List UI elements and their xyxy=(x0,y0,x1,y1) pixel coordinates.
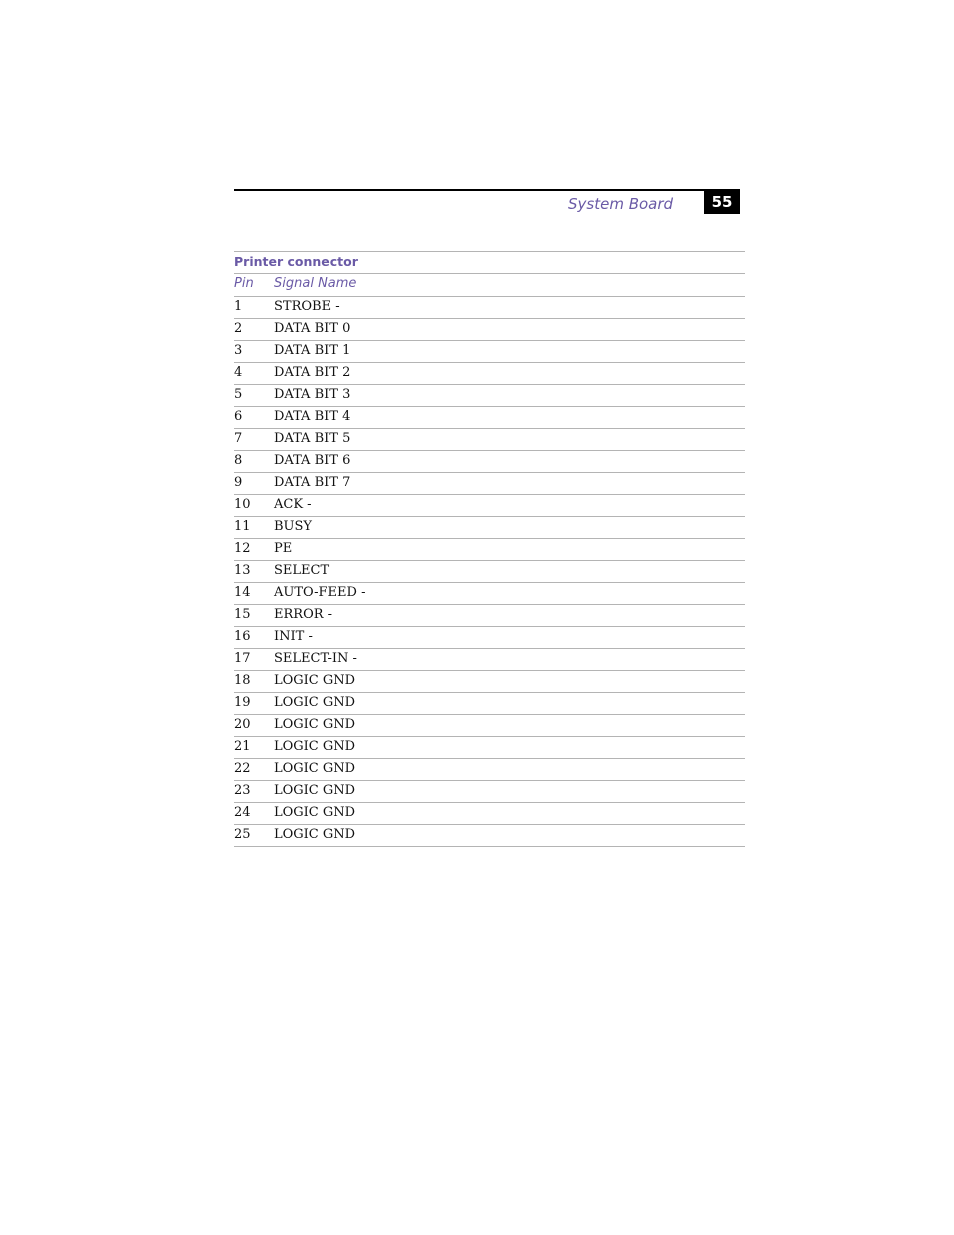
pin-cell: 24 xyxy=(234,805,251,820)
signal-name-cell: LOGIC GND xyxy=(274,717,356,732)
table-row xyxy=(234,297,745,319)
signal-name-cell: PE xyxy=(274,541,293,556)
signal-name-cell: LOGIC GND xyxy=(274,673,356,688)
table-row xyxy=(234,319,745,341)
pin-cell: 7 xyxy=(234,431,243,446)
signal-name-cell: BUSY xyxy=(274,519,312,534)
table-header-row xyxy=(234,274,745,297)
table-row xyxy=(234,341,745,363)
signal-name-cell: LOGIC GND xyxy=(274,761,356,776)
signal-name-cell: DATA BIT 0 xyxy=(274,321,351,336)
column-header-pin: Pin xyxy=(234,276,254,291)
table-row xyxy=(234,561,745,583)
pin-cell: 13 xyxy=(234,563,251,578)
table-row xyxy=(234,495,745,517)
table-row xyxy=(234,715,745,737)
table-row xyxy=(234,539,745,561)
pin-cell: 4 xyxy=(234,365,243,380)
pin-cell: 8 xyxy=(234,453,243,468)
table-row xyxy=(234,429,745,451)
table-row xyxy=(234,671,745,693)
pin-cell: 14 xyxy=(234,585,251,600)
signal-name-cell: DATA BIT 7 xyxy=(274,475,351,490)
section-title: System Board xyxy=(568,195,674,213)
signal-name-cell: DATA BIT 2 xyxy=(274,365,351,380)
signal-name-cell: DATA BIT 6 xyxy=(274,453,351,468)
signal-name-cell: AUTO-FEED - xyxy=(274,585,366,600)
signal-name-cell: ERROR - xyxy=(274,607,333,622)
signal-name-cell: LOGIC GND xyxy=(274,739,356,754)
pin-cell: 17 xyxy=(234,651,251,666)
table-row xyxy=(234,759,745,781)
header-rule xyxy=(234,189,740,191)
table-row xyxy=(234,363,745,385)
page-number: 55 xyxy=(704,190,740,214)
signal-name-cell: LOGIC GND xyxy=(274,805,356,820)
table-row xyxy=(234,583,745,605)
table-row xyxy=(234,407,745,429)
signal-name-cell: DATA BIT 4 xyxy=(274,409,351,424)
pin-cell: 23 xyxy=(234,783,251,798)
pin-cell: 21 xyxy=(234,739,251,754)
signal-name-cell: DATA BIT 1 xyxy=(274,343,351,358)
table-row xyxy=(234,605,745,627)
table-body xyxy=(234,297,745,847)
signal-name-cell: ACK - xyxy=(274,497,312,512)
table-row xyxy=(234,385,745,407)
table-row xyxy=(234,781,745,803)
pin-cell: 16 xyxy=(234,629,251,644)
table-row xyxy=(234,825,745,847)
signal-name-cell: LOGIC GND xyxy=(274,695,356,710)
pin-cell: 10 xyxy=(234,497,251,512)
pin-cell: 12 xyxy=(234,541,251,556)
pin-cell: 22 xyxy=(234,761,251,776)
signal-name-cell: LOGIC GND xyxy=(274,783,356,798)
pin-cell: 11 xyxy=(234,519,251,534)
signal-name-cell: DATA BIT 3 xyxy=(274,387,351,402)
pin-cell: 5 xyxy=(234,387,243,402)
table-row xyxy=(234,517,745,539)
table-row xyxy=(234,451,745,473)
pin-cell: 19 xyxy=(234,695,251,710)
pin-cell: 1 xyxy=(234,299,243,314)
pin-cell: 18 xyxy=(234,673,251,688)
pin-cell: 6 xyxy=(234,409,243,424)
pin-cell: 15 xyxy=(234,607,251,622)
signal-name-cell: SELECT-IN - xyxy=(274,651,357,666)
table-row xyxy=(234,473,745,495)
table-row xyxy=(234,627,745,649)
pin-cell: 20 xyxy=(234,717,251,732)
pin-cell: 25 xyxy=(234,827,251,842)
table-row xyxy=(234,649,745,671)
table-row xyxy=(234,693,745,715)
signal-name-cell: DATA BIT 5 xyxy=(274,431,351,446)
pin-table xyxy=(234,251,745,847)
pin-cell: 2 xyxy=(234,321,243,336)
signal-name-cell: INIT - xyxy=(274,629,313,644)
signal-name-cell: SELECT xyxy=(274,563,330,578)
signal-name-cell: STROBE - xyxy=(274,299,340,314)
pin-cell: 9 xyxy=(234,475,243,490)
signal-name-cell: LOGIC GND xyxy=(274,827,356,842)
table-caption: Printer connector xyxy=(234,252,745,274)
table-row xyxy=(234,803,745,825)
pin-cell: 3 xyxy=(234,343,243,358)
table-row xyxy=(234,737,745,759)
column-header-signal-name: Signal Name xyxy=(274,276,357,291)
